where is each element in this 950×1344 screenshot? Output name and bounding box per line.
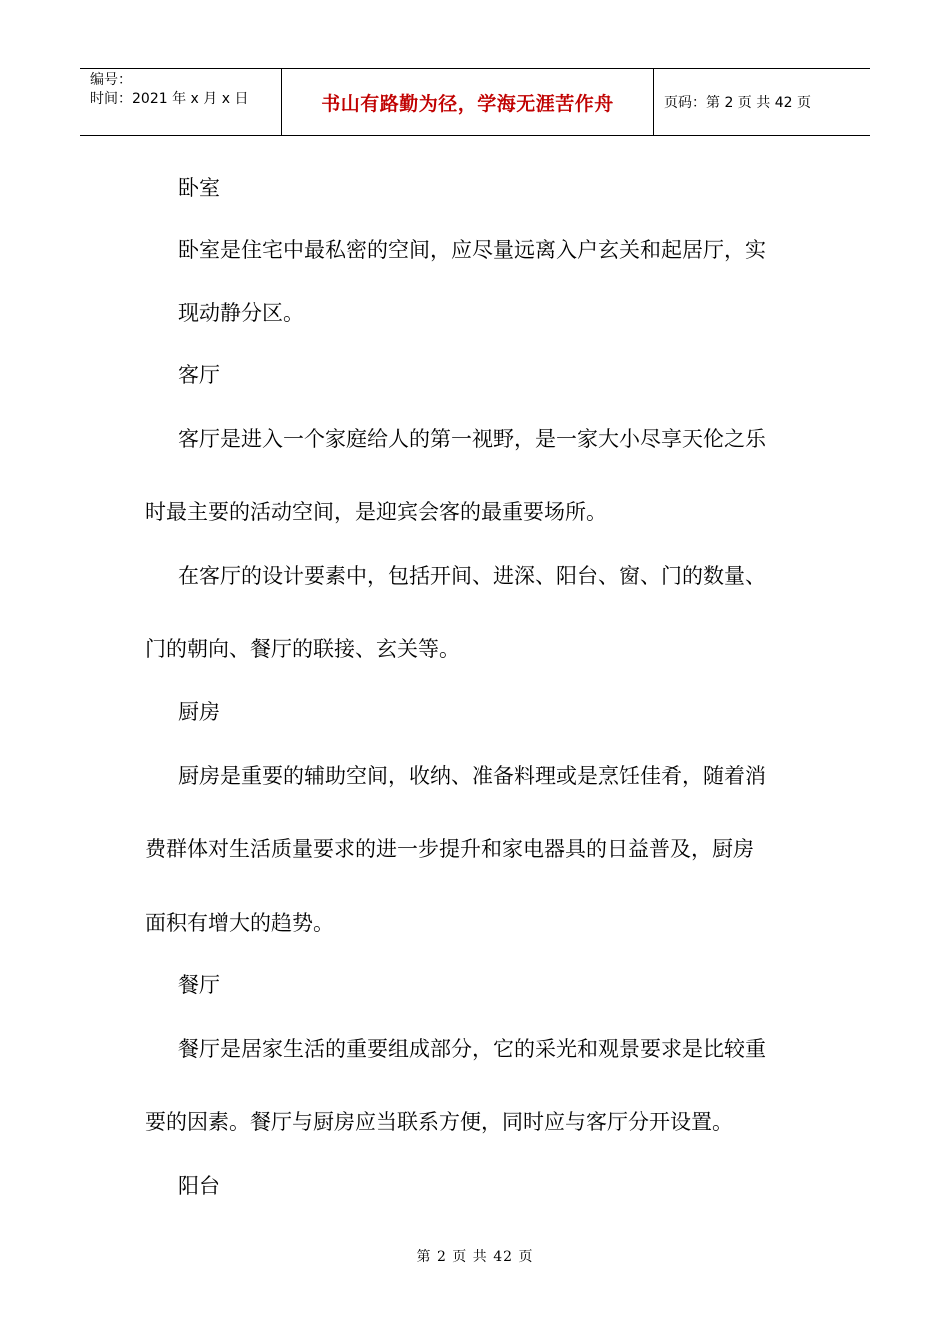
header-meta-cell (80, 69, 282, 135)
paragraph-line: 面积有增大的趋势。 (145, 911, 334, 935)
paragraph-line: 卧室是住宅中最私密的空间，应尽量远离入户玄关和起居厅，实 (178, 238, 766, 262)
page-header (80, 68, 870, 136)
code-label: 编号： (90, 72, 132, 88)
heading-bedroom: 卧室 (178, 176, 220, 200)
page-footer: 第 2 页 共 42 页 (416, 1249, 534, 1265)
page-info: 页码：第 2 页 共 42 页 (664, 95, 811, 111)
header-page-cell (654, 69, 870, 135)
paragraph-line: 现动静分区。 (178, 301, 304, 325)
paragraph-line: 客厅是进入一个家庭给人的第一视野，是一家大小尽享天伦之乐 (178, 427, 766, 451)
paragraph-line: 门的朝向、餐厅的联接、玄关等。 (145, 637, 460, 661)
motto-text: 书山有路勤为径，学海无涯苦作舟 (321, 92, 614, 115)
paragraph-line: 厨房是重要的辅助空间，收纳、准备料理或是烹饪佳肴，随着消 (178, 764, 766, 788)
paragraph-line: 在客厅的设计要素中，包括开间、进深、阳台、窗、门的数量、 (178, 564, 766, 588)
heading-balcony: 阳台 (178, 1174, 220, 1198)
paragraph-line: 费群体对生活质量要求的进一步提升和家电器具的日益普及，厨房 (145, 837, 754, 861)
paragraph-line: 餐厅是居家生活的重要组成部分，它的采光和观景要求是比较重 (178, 1037, 766, 1061)
time-label: 时间：2021 年 x 月 x 日 (90, 91, 249, 107)
heading-dining-room: 餐厅 (178, 973, 220, 997)
heading-kitchen: 厨房 (178, 700, 220, 724)
paragraph-line: 要的因素。餐厅与厨房应当联系方便，同时应与客厅分开设置。 (145, 1110, 733, 1134)
heading-living-room: 客厅 (178, 363, 220, 387)
header-motto-cell (282, 69, 654, 135)
paragraph-line: 时最主要的活动空间，是迎宾会客的最重要场所。 (145, 500, 607, 524)
